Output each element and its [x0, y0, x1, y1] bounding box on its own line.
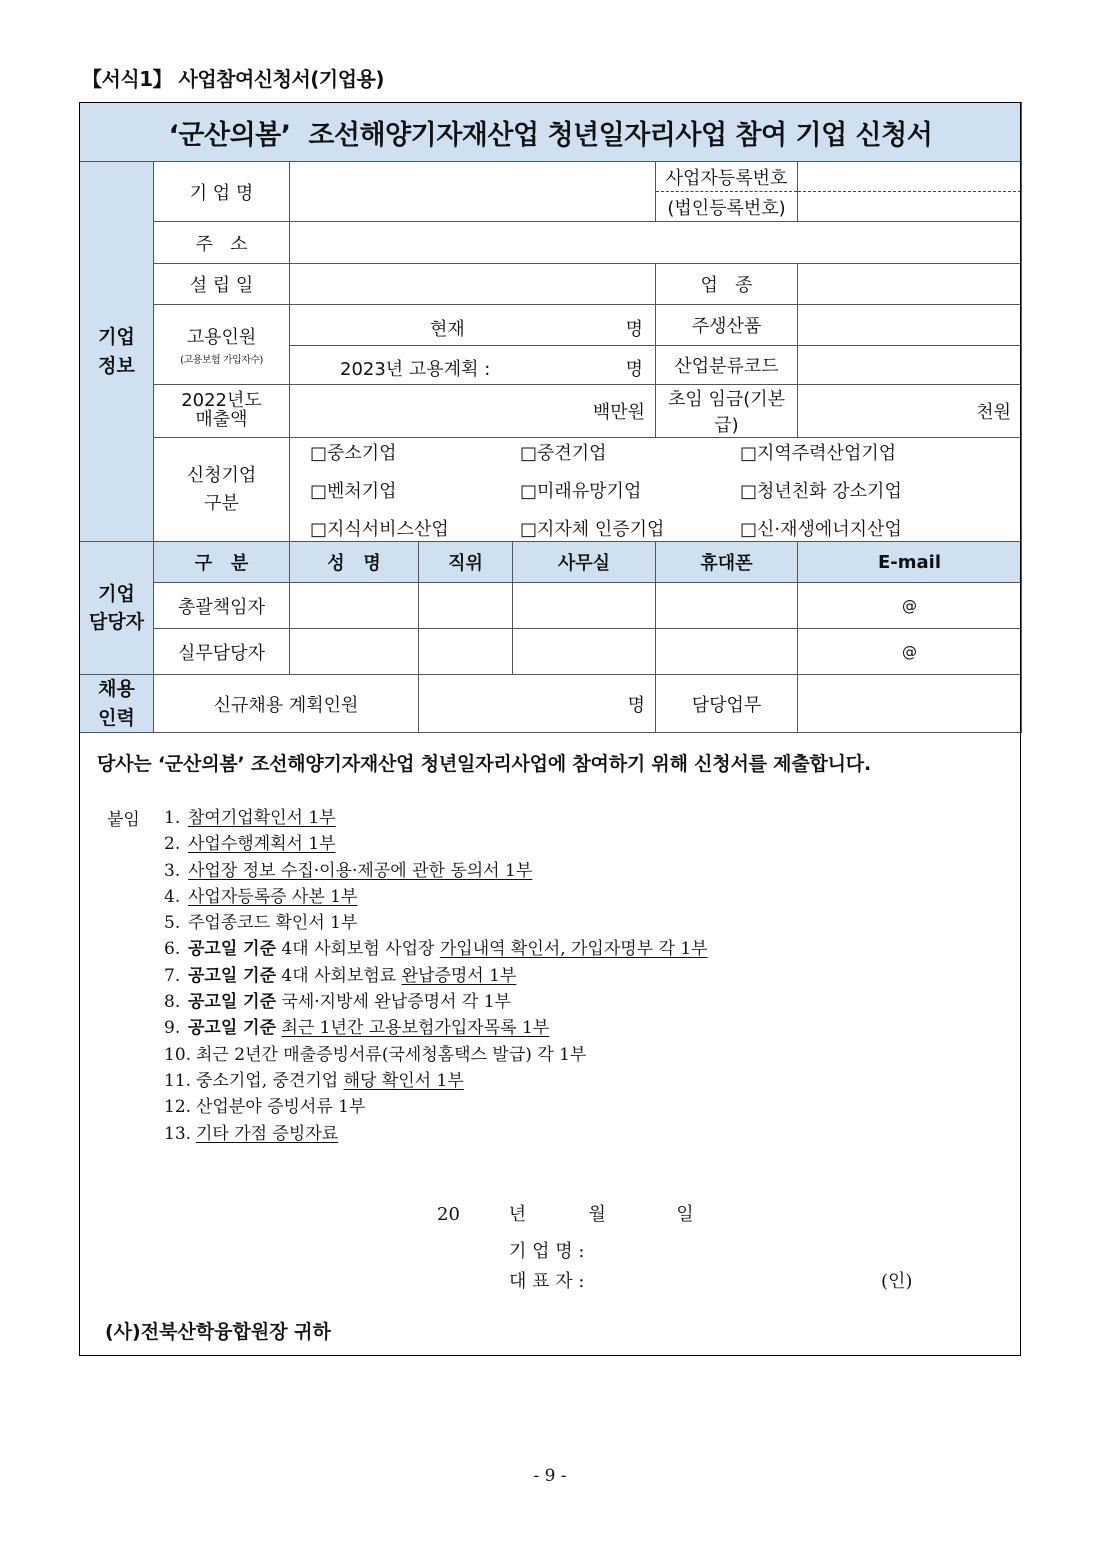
contact-role-chief: 총괄책임자 — [154, 583, 290, 629]
attachment-number: 12. — [164, 1097, 192, 1118]
attachment-text: 국세·지방세 완납증명서 각 1부 — [276, 992, 511, 1013]
main-product-label: 주생산품 — [656, 305, 798, 346]
addressee: (사)전북산학융합원장 귀하 — [105, 1321, 331, 1343]
attachment-item — [164, 910, 708, 936]
attachment-bold-text: 공고일 기준 — [188, 965, 277, 986]
section-contacts: 기업 담당자 — [80, 542, 154, 675]
attachment-item — [164, 963, 708, 989]
attachment-text: 주업종코드 확인서 1부 — [188, 913, 358, 934]
attachment-item — [164, 805, 708, 831]
attachment-number: 4. — [164, 886, 181, 907]
section-hiring: 채용 인력 — [80, 675, 154, 733]
attachment-underlined-text: 사업자등록증 사본 1부 — [188, 886, 358, 907]
attachment-number: 5. — [164, 913, 181, 934]
form-label: 【서식1】 사업참여신청서(기업용) — [82, 67, 384, 91]
attachment-underlined-text: 사업장 정보 수집·이용·제공에 관한 동의서 1부 — [188, 860, 533, 881]
attachment-underlined-text: 해당 확인서 1부 — [343, 1070, 464, 1091]
option-youth-friendly[interactable]: □청년친화 강소기업 — [740, 480, 902, 502]
revenue-label: 2022년도 매출액 — [154, 385, 290, 438]
attachment-item — [164, 858, 708, 884]
form-title: ‘군산의봄’ 조선해양기자재산업 청년일자리사업 참여 기업 신청서 — [80, 103, 1022, 162]
option-knowledge-service[interactable]: □지식서비스산업 — [310, 518, 449, 540]
attachment-number: 13. — [164, 1123, 192, 1144]
date-year-prefix: 20 — [437, 1204, 460, 1225]
attachment-item — [164, 1121, 708, 1147]
email-at: @ — [902, 642, 917, 661]
attachment-bold-text: 공고일 기준 — [188, 1018, 277, 1039]
established-label: 설 립 일 — [154, 264, 290, 305]
contacts-header-mobile: 휴대폰 — [656, 542, 798, 583]
corp-reg-label: (법인등록번호) — [656, 192, 798, 222]
option-venture[interactable]: □벤처기업 — [310, 480, 397, 502]
duty-label: 담당업무 — [656, 675, 798, 733]
contacts-header-office: 사무실 — [513, 542, 656, 583]
employees-subtitle: (고용보험 가입자수) — [180, 355, 263, 366]
attachment-item — [164, 936, 708, 962]
contacts-header-email: E-mail — [798, 542, 1022, 583]
address-label: 주 소 — [154, 222, 290, 264]
attachment-number: 3. — [164, 860, 181, 881]
option-renewable-energy[interactable]: □신·재생에너지산업 — [740, 518, 902, 540]
category-label: 신청기업 구분 — [154, 438, 290, 542]
attachment-underlined-text: 완납증명서 1부 — [401, 965, 517, 986]
email-at: @ — [902, 596, 917, 615]
attachment-text: 최근 2년간 매출증빙서류(국세청홈택스 발급) 각 1부 — [196, 1044, 587, 1065]
signature-rep: 대 표 자 : — [509, 1271, 585, 1292]
date-line — [437, 1200, 694, 1226]
biz-reg-label: 사업자등록번호 — [656, 162, 798, 192]
attachment-item — [164, 884, 708, 910]
attachment-item — [164, 1094, 708, 1120]
attachment-underlined-text: 사업수행계획서 1부 — [188, 834, 336, 855]
option-regional-industry[interactable]: □지역주력산업기업 — [740, 442, 897, 464]
attachment-number: 2. — [164, 834, 181, 855]
attachments-label: 붙임 — [107, 810, 140, 830]
industry-code-label: 산업분류코드 — [656, 346, 798, 385]
attachment-text: 4대 사회보험 사업장 — [276, 939, 440, 960]
hiring-plan-label: 2023년 고용계획 : — [340, 359, 491, 380]
attachment-bold-text: 공고일 기준 — [188, 992, 277, 1013]
option-local-certified[interactable]: □지자체 인증기업 — [520, 518, 665, 540]
attachment-number: 7. — [164, 965, 181, 986]
starting-wage-label: 초임 임금(기본급) — [656, 385, 798, 438]
contacts-header-name: 성 명 — [290, 542, 419, 583]
attachment-number: 11. — [164, 1070, 192, 1091]
revenue-unit: 백만원 — [592, 402, 645, 423]
attachment-number: 9. — [164, 1018, 181, 1039]
hiring-plan-unit: 명 — [625, 359, 643, 380]
attachment-text: 중소기업, 중견기업 — [196, 1070, 344, 1091]
attachment-text: 4대 사회보험료 — [276, 965, 402, 986]
attachment-item — [164, 989, 708, 1015]
hiring-unit: 명 — [627, 694, 645, 716]
attachments-list — [164, 805, 708, 1147]
attachment-underlined-text: 가입내역 확인서, 가입자명부 각 1부 — [439, 939, 708, 960]
current-label: 현재 — [430, 319, 465, 340]
attachment-underlined-text: 최근 1년간 고용보험가입자목록 1부 — [281, 1018, 550, 1039]
date-day: 일 — [676, 1204, 694, 1225]
attachment-text: 산업분야 증빙서류 1부 — [196, 1097, 366, 1118]
attachment-item — [164, 1042, 708, 1068]
contacts-header-type: 구 분 — [154, 542, 290, 583]
section-company-info: 기업 정보 — [80, 162, 154, 542]
signature-company: 기 업 명 : — [509, 1241, 585, 1262]
option-sme[interactable]: □중소기업 — [310, 442, 397, 464]
attachment-item — [164, 831, 708, 857]
employees-title: 고용인원 — [186, 327, 257, 348]
attachment-number: 8. — [164, 992, 181, 1013]
signature-seal: (인) — [881, 1271, 913, 1292]
attachment-number: 1. — [164, 808, 181, 828]
form-frame — [79, 102, 1021, 1356]
option-promising[interactable]: □미래유망기업 — [520, 480, 642, 502]
contact-role-staff: 실무담당자 — [154, 629, 290, 675]
contacts-header-position: 직위 — [419, 542, 513, 583]
company-name-label: 기 업 명 — [154, 162, 290, 222]
attachment-number: 10. — [164, 1044, 192, 1065]
attachment-item — [164, 1068, 708, 1094]
current-unit: 명 — [625, 319, 643, 340]
industry-label: 업 종 — [656, 264, 798, 305]
date-year: 년 — [508, 1204, 527, 1225]
attachment-item — [164, 1015, 708, 1041]
attachment-bold-text: 공고일 기준 — [188, 939, 277, 960]
attachment-underlined-text: 기타 가점 증빙자료 — [196, 1123, 339, 1144]
option-midsize[interactable]: □중견기업 — [520, 442, 607, 464]
page-number: - 9 - — [533, 1466, 567, 1486]
declaration-text: 당사는 ‘군산의봄’ 조선해양기자재산업 청년일자리사업에 참여하기 위해 신청서를 제출합니다. — [97, 753, 871, 775]
attachment-underlined-text: 참여기업확인서 1부 — [188, 808, 336, 828]
hiring-plan-count-label: 신규채용 계획인원 — [154, 675, 419, 733]
attachment-number: 6. — [164, 939, 181, 960]
wage-unit: 천원 — [976, 402, 1011, 423]
date-month: 월 — [588, 1204, 606, 1225]
